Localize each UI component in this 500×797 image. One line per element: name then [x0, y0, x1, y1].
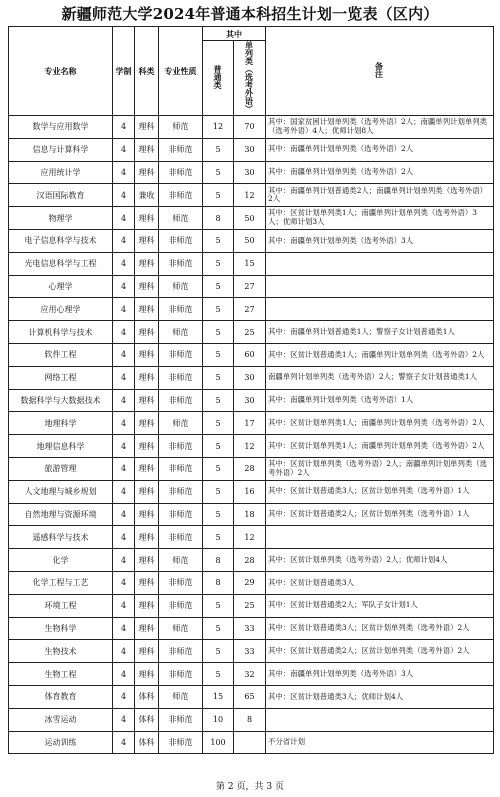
cell-category: 理科	[135, 640, 159, 663]
table-row	[9, 275, 494, 298]
cell-years: 4	[113, 640, 135, 663]
cell-major: 应用统计学	[9, 161, 113, 184]
cell-general: 5	[203, 480, 234, 503]
cell-nature: 非师范	[159, 731, 203, 754]
cell-single: 8	[234, 708, 266, 731]
cell-single: 27	[234, 298, 266, 321]
cell-major: 心理学	[9, 275, 113, 298]
cell-major: 自然地理与资源环境	[9, 503, 113, 526]
cell-major: 物理学	[9, 207, 113, 230]
cell-category: 理科	[135, 594, 159, 617]
cell-general: 5	[203, 594, 234, 617]
cell-nature: 师范	[159, 207, 203, 230]
cell-major: 数据科学与大数据技术	[9, 389, 113, 412]
cell-major: 信息与计算科学	[9, 138, 113, 161]
table-row	[9, 549, 494, 572]
cell-note: 其中：国家贫困计划单列类（选考外语）2人；南疆单列计划单列类（选考外语）4人；优师计划8人	[266, 116, 494, 139]
cell-category: 理科	[135, 116, 159, 139]
cell-category: 兼收	[135, 184, 159, 207]
cell-general: 100	[203, 731, 234, 754]
cell-category: 理科	[135, 343, 159, 366]
cell-years: 4	[113, 366, 135, 389]
table-row	[9, 343, 494, 366]
page-title: 新疆师范大学2024年普通本科招生计划一览表（区内）	[61, 5, 439, 23]
cell-category: 理科	[135, 503, 159, 526]
cell-note: 其中：南疆单列计划单列类（选考外语）2人	[266, 138, 494, 161]
cell-nature: 非师范	[159, 640, 203, 663]
cell-note: 其中：区贫计划单列类1人；南疆单列计划单列类（选考外语）3人；优师计划3人	[266, 207, 494, 230]
table-row	[9, 207, 494, 230]
cell-category: 理科	[135, 366, 159, 389]
cell-years: 4	[113, 116, 135, 139]
cell-nature: 师范	[159, 549, 203, 572]
cell-general: 5	[203, 366, 234, 389]
cell-major: 化学工程与工艺	[9, 571, 113, 594]
cell-note: 其中：南疆单列计划普通类2人；南疆单列计划单列类（选考外语）2人	[266, 184, 494, 207]
cell-note: 其中：区贫计划单列类（选考外语）2人；南疆单列计划单列类（选考外语）2人	[266, 457, 494, 480]
cell-note: 南疆单列计划单列类（选考外语）2人；警察子女计划普通类1人	[266, 366, 494, 389]
cell-note: 其中：区贫计划单列类（选考外语）2人；优师计划4人	[266, 549, 494, 572]
cell-note: 其中：区贫计划单列类1人；南疆单列计划单列类（选考外语）2人	[266, 412, 494, 435]
cell-major: 运动训练	[9, 731, 113, 754]
cell-single: 12	[234, 435, 266, 458]
cell-note	[266, 298, 494, 321]
cell-general: 5	[203, 617, 234, 640]
cell-years: 4	[113, 708, 135, 731]
header-notes-label: 备注	[374, 62, 385, 78]
cell-category: 理科	[135, 389, 159, 412]
cell-single: 32	[234, 663, 266, 686]
table-row	[9, 503, 494, 526]
cell-major: 生物技术	[9, 640, 113, 663]
cell-note: 其中：区贫计划普通类2人；军队子女计划1人	[266, 594, 494, 617]
cell-note: 其中：区贫计划普通类3人；优师计划4人	[266, 685, 494, 708]
cell-major: 生物工程	[9, 663, 113, 686]
cell-single: 29	[234, 571, 266, 594]
cell-years: 4	[113, 412, 135, 435]
cell-major: 计算机科学与技术	[9, 321, 113, 344]
cell-years: 4	[113, 207, 135, 230]
cell-major: 生物科学	[9, 617, 113, 640]
cell-nature: 非师范	[159, 457, 203, 480]
table-row	[9, 708, 494, 731]
cell-single: 33	[234, 617, 266, 640]
cell-single: 50	[234, 229, 266, 252]
cell-major: 数学与应用数学	[9, 116, 113, 139]
cell-general: 5	[203, 252, 234, 275]
cell-nature: 非师范	[159, 138, 203, 161]
cell-nature: 师范	[159, 617, 203, 640]
cell-category: 理科	[135, 617, 159, 640]
cell-years: 4	[113, 663, 135, 686]
cell-major: 地理科学	[9, 412, 113, 435]
cell-years: 4	[113, 321, 135, 344]
table-row	[9, 321, 494, 344]
cell-years: 4	[113, 503, 135, 526]
cell-nature: 非师范	[159, 526, 203, 549]
header-notes	[266, 27, 494, 116]
cell-note: 其中：区贫计划普通类3人；区贫计划单列类（选考外语）2人	[266, 617, 494, 640]
cell-single: 30	[234, 389, 266, 412]
cell-category: 理科	[135, 480, 159, 503]
cell-note: 其中：南疆单列计划单列类（选考外语）2人	[266, 161, 494, 184]
table-header	[9, 27, 494, 116]
table-row	[9, 571, 494, 594]
cell-nature: 非师范	[159, 435, 203, 458]
cell-nature: 非师范	[159, 366, 203, 389]
cell-category: 理科	[135, 571, 159, 594]
cell-general: 5	[203, 138, 234, 161]
cell-note: 其中：南疆单列计划普通类1人；警察子女计划普通类1人	[266, 321, 494, 344]
cell-category: 理科	[135, 161, 159, 184]
table-row	[9, 685, 494, 708]
cell-years: 4	[113, 526, 135, 549]
cell-single: 18	[234, 503, 266, 526]
cell-nature: 非师范	[159, 343, 203, 366]
cell-general: 5	[203, 663, 234, 686]
cell-major: 冰雪运动	[9, 708, 113, 731]
cell-nature: 非师范	[159, 663, 203, 686]
cell-years: 4	[113, 685, 135, 708]
table-row	[9, 389, 494, 412]
cell-single: 65	[234, 685, 266, 708]
cell-general: 5	[203, 275, 234, 298]
table-row	[9, 526, 494, 549]
header-general	[203, 41, 234, 116]
cell-single: 70	[234, 116, 266, 139]
cell-general: 8	[203, 571, 234, 594]
cell-major: 汉语国际教育	[9, 184, 113, 207]
table-row	[9, 457, 494, 480]
cell-years: 4	[113, 549, 135, 572]
cell-single: 33	[234, 640, 266, 663]
cell-single: 25	[234, 594, 266, 617]
cell-major: 化学	[9, 549, 113, 572]
table-row	[9, 138, 494, 161]
cell-years: 4	[113, 275, 135, 298]
table-row	[9, 412, 494, 435]
table-row	[9, 480, 494, 503]
cell-category: 理科	[135, 412, 159, 435]
cell-major: 电子信息科学与技术	[9, 229, 113, 252]
cell-note: 其中：区贫计划普通类3人；区贫计划单列类（选考外语）1人	[266, 480, 494, 503]
cell-general: 8	[203, 549, 234, 572]
cell-years: 4	[113, 731, 135, 754]
cell-nature: 师范	[159, 412, 203, 435]
cell-nature: 非师范	[159, 571, 203, 594]
table-row	[9, 594, 494, 617]
cell-years: 4	[113, 343, 135, 366]
cell-general: 5	[203, 229, 234, 252]
cell-single: 30	[234, 366, 266, 389]
table-row	[9, 229, 494, 252]
cell-nature: 师范	[159, 321, 203, 344]
header-nature: 专业性质	[159, 27, 203, 116]
cell-category: 理科	[135, 229, 159, 252]
table-row	[9, 640, 494, 663]
table-row	[9, 435, 494, 458]
cell-single: 50	[234, 207, 266, 230]
cell-general: 5	[203, 412, 234, 435]
table-row	[9, 116, 494, 139]
cell-major: 地理信息科学	[9, 435, 113, 458]
cell-general: 8	[203, 207, 234, 230]
cell-years: 4	[113, 435, 135, 458]
cell-note: 其中：南疆单列计划单列类（选考外语）3人	[266, 229, 494, 252]
cell-years: 4	[113, 252, 135, 275]
cell-category: 理科	[135, 207, 159, 230]
cell-general: 5	[203, 457, 234, 480]
cell-general: 5	[203, 435, 234, 458]
cell-single: 30	[234, 161, 266, 184]
cell-nature: 非师范	[159, 252, 203, 275]
cell-nature: 非师范	[159, 594, 203, 617]
cell-nature: 师范	[159, 116, 203, 139]
cell-major: 环境工程	[9, 594, 113, 617]
cell-general: 15	[203, 685, 234, 708]
page-footer: 第 2 页，共 3 页	[216, 782, 284, 792]
cell-note: 不分省计划	[266, 731, 494, 754]
cell-major: 应用心理学	[9, 298, 113, 321]
cell-nature: 非师范	[159, 229, 203, 252]
cell-major: 人文地理与城乡规划	[9, 480, 113, 503]
cell-category: 体科	[135, 685, 159, 708]
table-row	[9, 298, 494, 321]
cell-note: 其中：区贫计划单列类1人；南疆单列计划单列类（选考外语）2人	[266, 435, 494, 458]
cell-years: 4	[113, 161, 135, 184]
cell-general: 5	[203, 184, 234, 207]
header-single	[234, 41, 266, 116]
cell-nature: 非师范	[159, 161, 203, 184]
cell-category: 体科	[135, 708, 159, 731]
table-row	[9, 366, 494, 389]
cell-general: 5	[203, 526, 234, 549]
cell-category: 理科	[135, 275, 159, 298]
cell-years: 4	[113, 184, 135, 207]
header-general-label: 普通类	[213, 65, 223, 89]
cell-note	[266, 252, 494, 275]
header-major: 专业名称	[9, 27, 113, 116]
cell-single	[234, 731, 266, 754]
cell-category: 理科	[135, 663, 159, 686]
cell-major: 遥感科学与技术	[9, 526, 113, 549]
cell-category: 理科	[135, 549, 159, 572]
cell-general: 12	[203, 116, 234, 139]
header-category: 科类	[135, 27, 159, 116]
table-row	[9, 252, 494, 275]
cell-years: 4	[113, 480, 135, 503]
cell-note: 其中：区贫计划普通类3人	[266, 571, 494, 594]
cell-single: 12	[234, 184, 266, 207]
cell-years: 4	[113, 138, 135, 161]
cell-years: 4	[113, 389, 135, 412]
header-among: 其中	[203, 27, 266, 41]
cell-years: 4	[113, 298, 135, 321]
cell-category: 理科	[135, 457, 159, 480]
cell-general: 5	[203, 321, 234, 344]
cell-general: 5	[203, 389, 234, 412]
cell-general: 10	[203, 708, 234, 731]
cell-major: 光电信息科学与工程	[9, 252, 113, 275]
cell-single: 12	[234, 526, 266, 549]
cell-note	[266, 708, 494, 731]
cell-general: 5	[203, 343, 234, 366]
table-row	[9, 731, 494, 754]
cell-note: 其中：区贫计划普通类2人；区贫计划单列类（选考外语）2人	[266, 640, 494, 663]
cell-note: 其中：区贫计划普通类1人；南疆单列计划单列类（选考外语）2人	[266, 343, 494, 366]
cell-single: 15	[234, 252, 266, 275]
cell-single: 27	[234, 275, 266, 298]
cell-nature: 非师范	[159, 480, 203, 503]
header-years: 学制	[113, 27, 135, 116]
cell-single: 28	[234, 549, 266, 572]
cell-nature: 非师范	[159, 184, 203, 207]
cell-years: 4	[113, 457, 135, 480]
cell-major: 旅游管理	[9, 457, 113, 480]
cell-general: 5	[203, 503, 234, 526]
cell-single: 17	[234, 412, 266, 435]
cell-note: 其中：区贫计划普通类2人；区贫计划单列类（选考外语）1人	[266, 503, 494, 526]
cell-years: 4	[113, 594, 135, 617]
cell-nature: 非师范	[159, 389, 203, 412]
cell-nature: 非师范	[159, 298, 203, 321]
cell-major: 网络工程	[9, 366, 113, 389]
cell-general: 5	[203, 161, 234, 184]
table-row	[9, 663, 494, 686]
cell-years: 4	[113, 571, 135, 594]
cell-major: 体育教育	[9, 685, 113, 708]
cell-nature: 非师范	[159, 503, 203, 526]
cell-note	[266, 526, 494, 549]
table-row	[9, 617, 494, 640]
cell-nature: 非师范	[159, 708, 203, 731]
table-body	[9, 116, 494, 754]
cell-note	[266, 275, 494, 298]
table-row	[9, 184, 494, 207]
cell-single: 60	[234, 343, 266, 366]
cell-note: 其中：南疆单列计划单列类（选考外语）1人	[266, 389, 494, 412]
cell-nature: 师范	[159, 275, 203, 298]
table-row	[9, 161, 494, 184]
cell-category: 理科	[135, 321, 159, 344]
cell-general: 5	[203, 640, 234, 663]
cell-category: 理科	[135, 252, 159, 275]
cell-single: 16	[234, 480, 266, 503]
cell-category: 理科	[135, 138, 159, 161]
cell-years: 4	[113, 229, 135, 252]
cell-general: 5	[203, 298, 234, 321]
cell-single: 30	[234, 138, 266, 161]
cell-nature: 师范	[159, 685, 203, 708]
cell-category: 体科	[135, 731, 159, 754]
cell-category: 理科	[135, 526, 159, 549]
cell-single: 25	[234, 321, 266, 344]
cell-category: 理科	[135, 298, 159, 321]
cell-note: 其中：南疆单列计划单列类（选考外语）3人	[266, 663, 494, 686]
cell-category: 理科	[135, 435, 159, 458]
cell-major: 软件工程	[9, 343, 113, 366]
enrollment-table	[8, 26, 494, 754]
cell-years: 4	[113, 617, 135, 640]
header-single-label: 单列类（选考外语）	[244, 41, 255, 113]
cell-single: 28	[234, 457, 266, 480]
